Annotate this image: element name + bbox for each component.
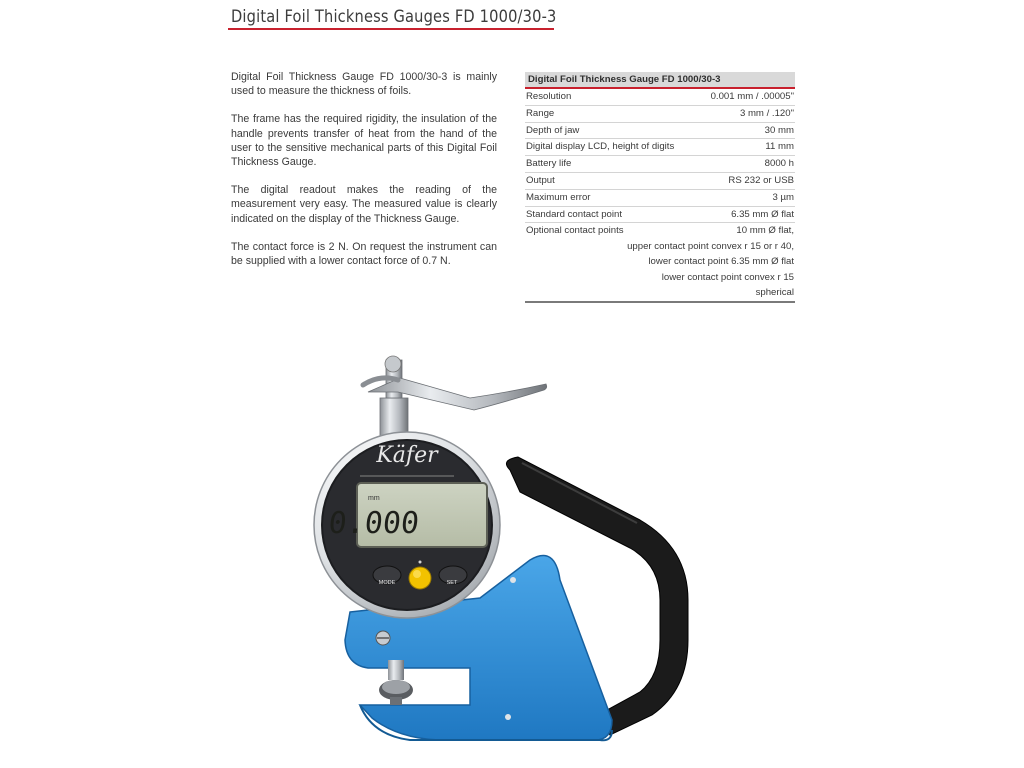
spec-table-heading: Digital Foil Thickness Gauge FD 1000/30-3 — [525, 72, 795, 89]
origin-button — [409, 567, 431, 589]
spec-value: RS 232 or USB — [728, 174, 794, 186]
spec-row-optional-points — [525, 223, 795, 303]
mode-label: MODE — [378, 580, 396, 586]
spec-value: 8000 h — [764, 158, 794, 170]
title-underline — [228, 28, 554, 30]
spec-label: Battery life — [526, 158, 572, 170]
lcd-reading: 0.000 — [326, 506, 421, 541]
spec-row-depth — [525, 123, 795, 140]
gauge-photo — [290, 338, 730, 768]
description-paragraph: The digital readout makes the reading of the measurement very easy. The measured value is clearly indicated on the display of the Thickness Gauge. — [231, 184, 497, 225]
spec-value: 30 mm — [764, 124, 794, 136]
spec-row-display — [525, 139, 795, 156]
description — [231, 70, 497, 282]
spec-label: Standard contact point — [526, 208, 623, 220]
spec-row-battery — [525, 156, 795, 173]
spec-label: Resolution — [526, 91, 572, 102]
brand-logo: Käfer — [376, 443, 438, 468]
spec-value: 3 µm — [772, 191, 794, 203]
spec-value: upper contact point convex r 15 or r 40, — [627, 240, 794, 252]
spec-label: Output — [526, 174, 555, 186]
spec-row-contact-point — [525, 207, 795, 224]
description-paragraph: Digital Foil Thickness Gauge FD 1000/30-3 is mainly used to measure the thickness of foils. — [231, 71, 497, 98]
spec-value: 6.35 mm Ø flat — [731, 208, 794, 220]
page-title: Digital Foil Thickness Gauges FD 1000/30-3 — [231, 7, 557, 27]
spec-value: 11 mm — [765, 141, 794, 153]
spec-label: Optional contact points — [526, 225, 624, 237]
description-paragraph: The contact force is 2 N. On request the instrument can be supplied with a lower contact force of 0.7 N. — [231, 240, 497, 268]
description-paragraph: The frame has the required rigidity, the insulation of the handle prevents transfer of heat from the hand of the user to the sensitive mechanical parts of this Digital Foil Thickness Gauge. — [231, 113, 497, 169]
spec-value: 3 mm / .120" — [739, 107, 794, 119]
set-label: SET — [446, 580, 458, 586]
spec-row-resolution — [525, 89, 795, 106]
spec-value: spherical — [755, 287, 794, 299]
spec-row-output — [525, 173, 795, 190]
spec-table — [525, 72, 795, 303]
spec-value: lower contact point convex r 15 — [661, 271, 794, 283]
spec-value: 10 mm Ø flat, — [736, 225, 794, 237]
spec-label: Maximum error — [526, 191, 591, 203]
spec-label: Range — [526, 107, 555, 119]
spec-value: lower contact point 6.35 mm Ø flat — [648, 256, 794, 268]
spec-label: Depth of jaw — [526, 124, 580, 136]
spec-value: 0.001 mm / .00005" — [710, 91, 794, 102]
spec-row-range — [525, 106, 795, 123]
spec-row-max-error — [525, 190, 795, 207]
spec-label: Digital display LCD, height of digits — [526, 141, 675, 153]
unit-label: mm — [368, 495, 380, 502]
